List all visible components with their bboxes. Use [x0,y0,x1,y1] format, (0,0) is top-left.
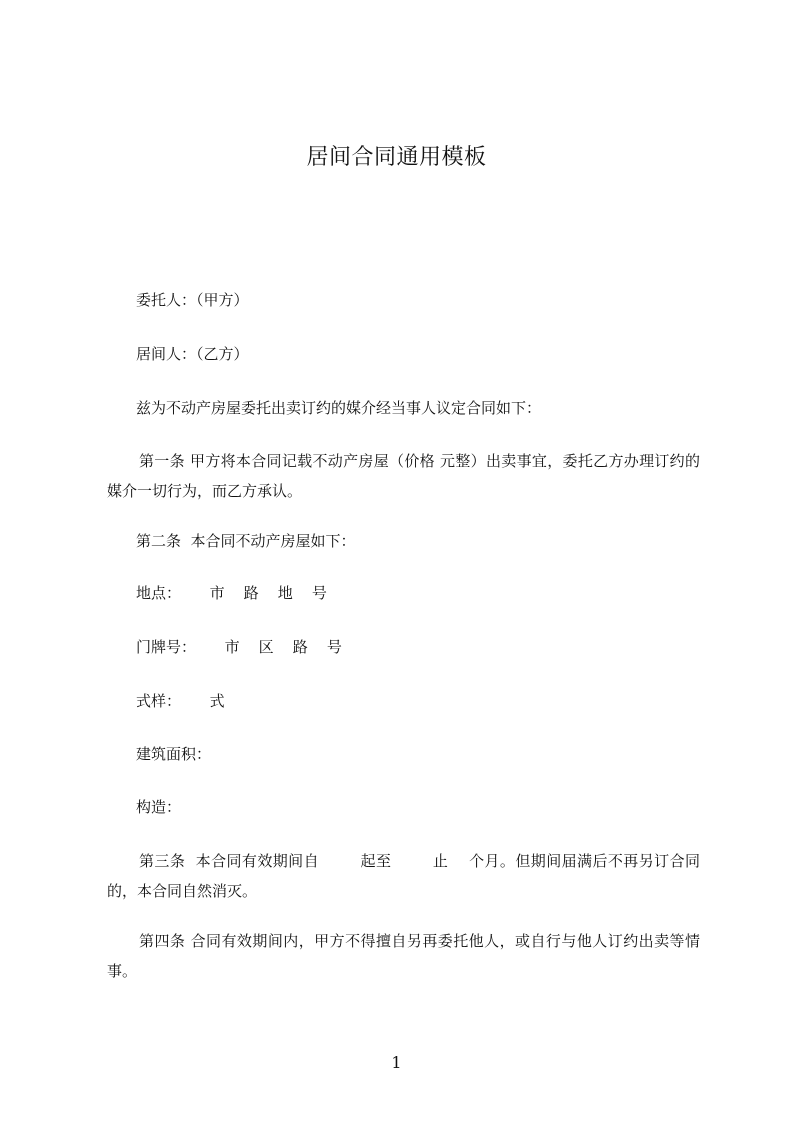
document-title: 居间合同通用模板 [306,145,487,170]
style-line: 式样： 式 [136,692,225,710]
intermediary-line: 居间人：（乙方） [136,345,249,363]
floor-area-line: 建筑面积： [136,745,212,763]
page-number: 1 [391,1053,402,1072]
article-4: 第四条 合同有效期间内，甲方不得擅自另再委托他人，或自行与他人订约出卖等情事。 [107,932,700,980]
structure-line: 构造： [136,798,182,816]
location-line: 地点： 市 路 地 号 [136,584,327,602]
article-2: 第二条 本合同不动产房屋如下： [136,532,356,550]
principal-line: 委托人：（甲方） [136,291,249,309]
preamble-line: 兹为不动产房屋委托出卖订约的媒介经当事人议定合同如下： [136,399,542,417]
article-1: 第一条 甲方将本合同记载不动产房屋（价格 元整）出卖事宜，委托乙方办理订约的媒介一切行为，而乙方承认。 [107,452,700,500]
article-3: 第三条 本合同有效期间自 起至 止 个月。但期间届满后不再另订合同的，本合同自然消灭。 [107,852,700,900]
door-number-line: 门牌号： 市 区 路 号 [136,638,342,656]
